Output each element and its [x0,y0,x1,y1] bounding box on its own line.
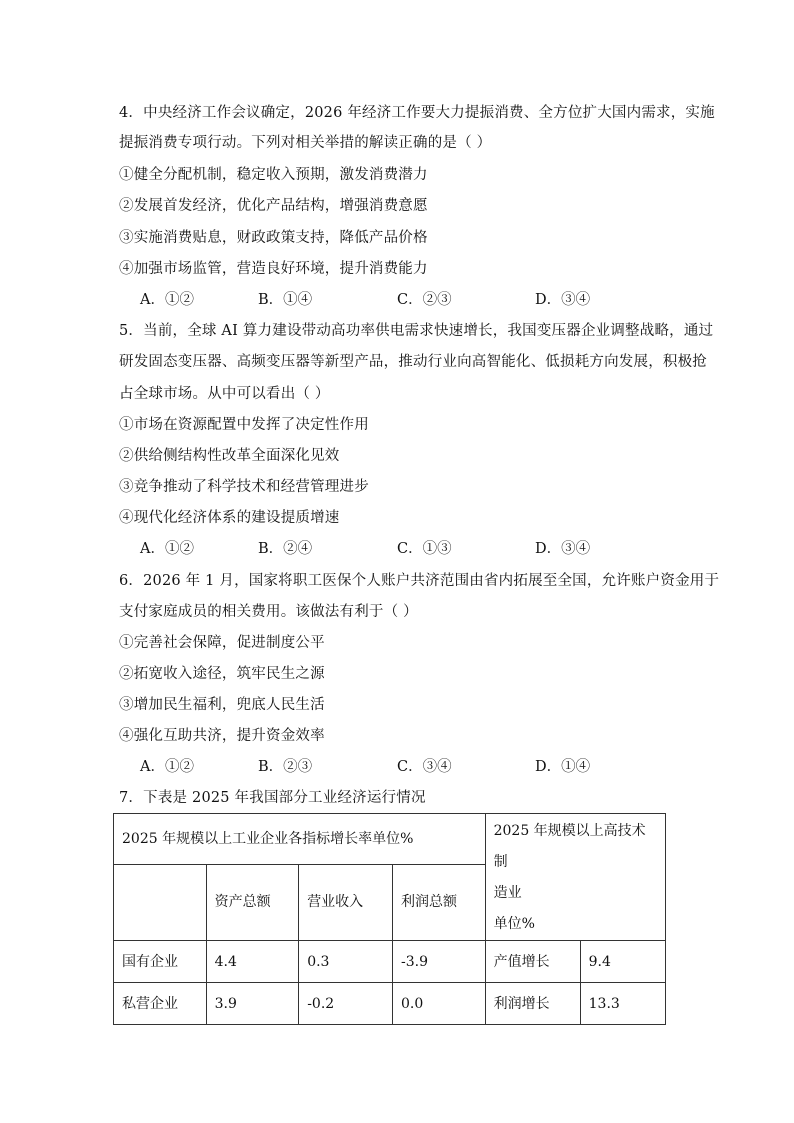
table-right-title [485,814,665,941]
q4-option-d[interactable]: D．③④ [535,292,591,308]
q4-statement-4: ④加强市场监管，营造良好环境，提升消费能力 [119,261,428,277]
q6-statement-2: ②拓宽收入途径，筑牢民生之源 [119,666,325,682]
table-row [114,941,666,983]
cell-value: -3.9 [393,941,486,983]
q5-option-c[interactable]: C．①③ [397,541,452,557]
cell-value: 3.9 [206,983,299,1025]
table-corner-cell [114,864,207,940]
q5-stem-line-3: 占全球市场。从中可以看出（ ） [119,386,330,402]
col-header-assets: 资产总额 [206,864,299,940]
q5-stem-line-1: 5．当前，全球 AI 算力建设带动高功率供电需求快速增长，我国变压器企业调整战略，通过 [119,323,714,339]
metric-value: 13.3 [580,983,665,1025]
q5-option-b[interactable]: B．②④ [258,541,313,557]
q4-stem-line-2: 提振消费专项行动。下列对相关举措的解读正确的是（ ） [119,135,492,151]
row-label-private: 私营企业 [114,983,207,1025]
q4-option-b[interactable]: B．①④ [258,292,313,308]
right-title-line-3: 单位% [493,916,535,932]
col-header-profit: 利润总额 [393,864,486,940]
q5-statement-1: ①市场在资源配置中发挥了决定性作用 [119,417,369,433]
q4-stem-line-1: 4．中央经济工作会议确定，2026 年经济工作要大力提振消费、全方位扩大国内需求，实施 [119,105,715,121]
industrial-economy-table [113,813,666,1025]
q5-option-a[interactable]: A．①② [140,541,194,557]
q6-stem-line-2: 支付家庭成员的相关费用。该做法有利于（ ） [119,604,418,620]
q5-statement-2: ②供给侧结构性改革全面深化见效 [119,448,340,464]
cell-value: 4.4 [206,941,299,983]
col-header-revenue: 营业收入 [299,864,393,940]
row-label-state: 国有企业 [114,941,207,983]
right-title-line-1: 2025 年规模以上高技术制 [493,823,646,870]
q6-option-b[interactable]: B．②③ [258,759,313,775]
q5-statement-3: ③竞争推动了科学技术和经营管理进步 [119,479,369,495]
q6-statement-4: ④强化互助共济，提升资金效率 [119,728,325,744]
metric-label: 产值增长 [485,941,580,983]
q5-option-d[interactable]: D．③④ [535,541,591,557]
q6-statement-3: ③增加民生福利，兜底人民生活 [119,697,325,713]
q6-stem-line-1: 6．2026 年 1 月，国家将职工医保个人账户共济范围由省内拓展至全国，允许账户资金用于 [119,573,720,589]
q4-option-a[interactable]: A．①② [140,292,194,308]
q5-statement-4: ④现代化经济体系的建设提质增速 [119,510,340,526]
right-title-line-2: 造业 [493,885,522,901]
q6-option-c[interactable]: C．③④ [397,759,452,775]
table-header-row [114,814,666,865]
q6-statement-1: ①完善社会保障，促进制度公平 [119,635,325,651]
q4-statement-2: ②发展首发经济，优化产品结构，增强消费意愿 [119,198,428,214]
q7-stem: 7．下表是 2025 年我国部分工业经济运行情况 [119,790,426,806]
q6-option-d[interactable]: D．①④ [535,759,591,775]
cell-value: 0.3 [299,941,393,983]
metric-label: 利润增长 [485,983,580,1025]
cell-value: 0.0 [393,983,486,1025]
table-left-title: 2025 年规模以上工业企业各指标增长率单位% [114,814,486,865]
q5-stem-line-2: 研发固态变压器、高频变压器等新型产品，推动行业向高智能化、低损耗方向发展，积极抢 [119,354,707,370]
q4-option-c[interactable]: C．②③ [397,292,452,308]
q6-option-a[interactable]: A．①② [140,759,194,775]
q4-statement-1: ①健全分配机制，稳定收入预期，激发消费潜力 [119,167,428,183]
table-row [114,983,666,1025]
q4-statement-3: ③实施消费贴息，财政政策支持，降低产品价格 [119,230,428,246]
metric-value: 9.4 [580,941,665,983]
cell-value: -0.2 [299,983,393,1025]
